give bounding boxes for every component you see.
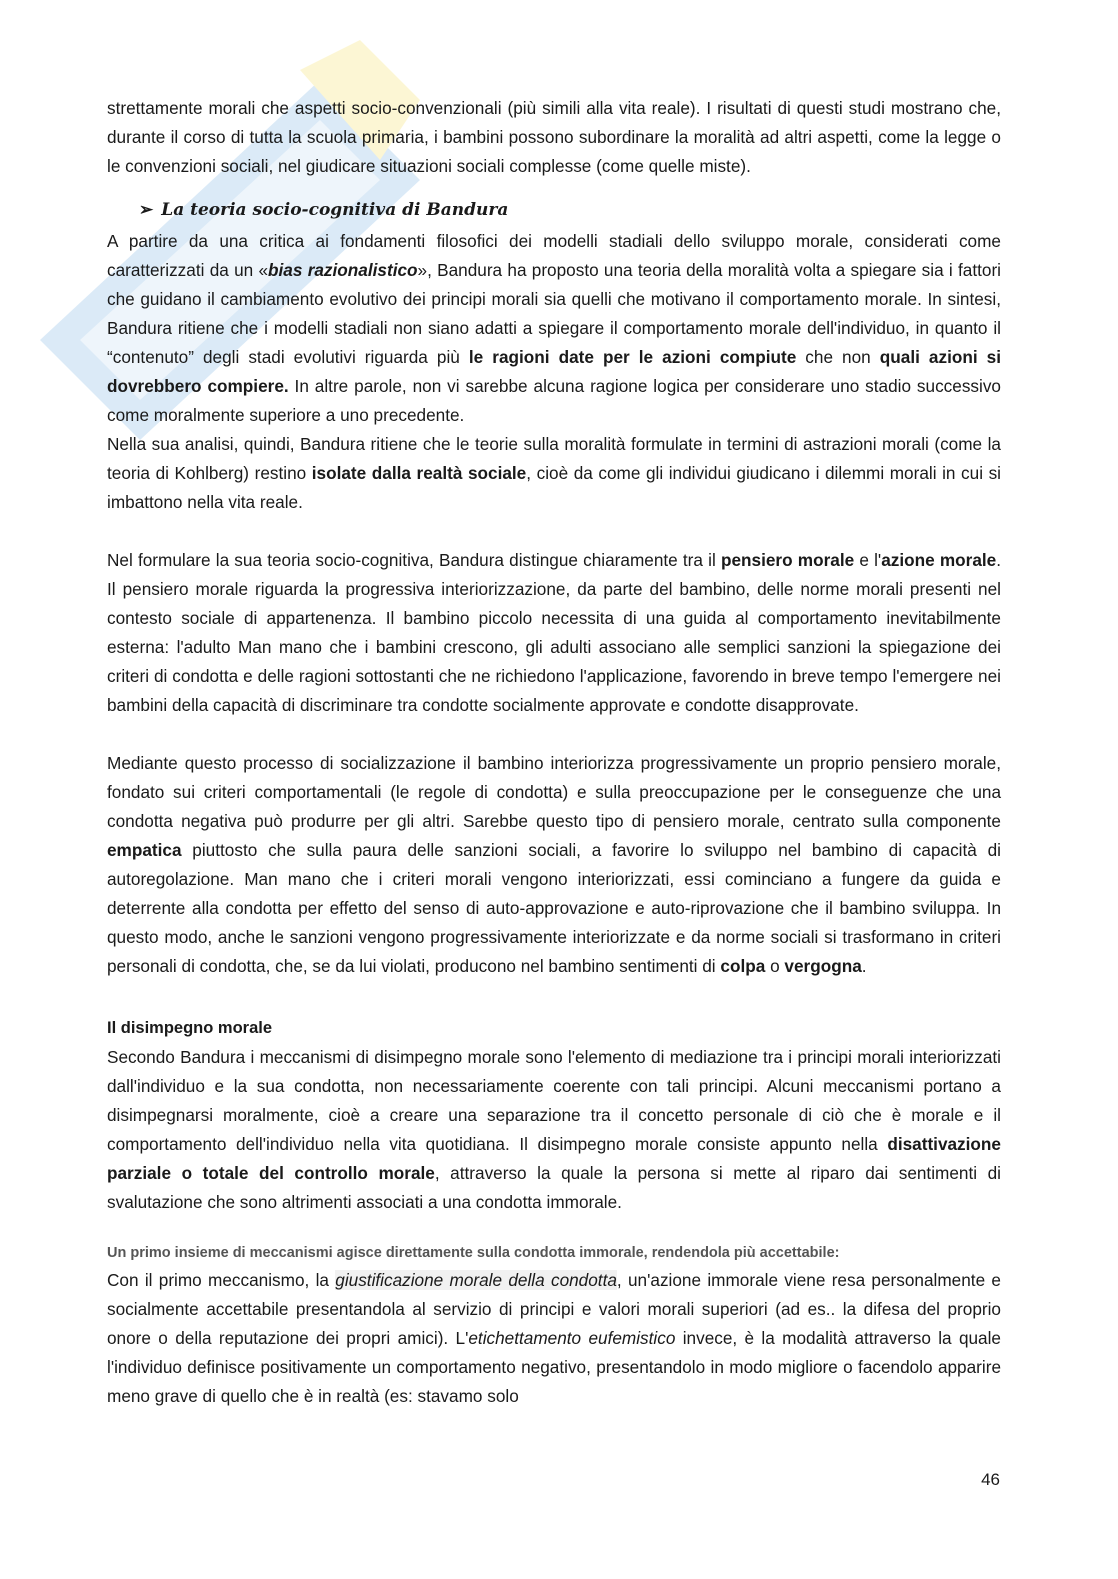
page-number: 46 <box>981 1470 1000 1489</box>
paragraph-1: strettamente morali che aspetti socio-convenzionali (più simili alla vita reale). I risultati di questi studi mostrano che, durante il corso di tutta la scuola primaria, i bambini possono subordinare la moralità ad altri aspetti, come la legge o le convenzioni sociali, nel giudicare situazioni sociali complesse (come quelle miste). <box>107 98 1001 176</box>
paragraph-2: A partire da una critica ai fondamenti filosofici dei modelli stadiali dello sviluppo morale, considerati come caratterizzati da un «bias razionalistico», Bandura ha proposto una teoria della moralità volta a spiegare sia i fattori che guidano il cambiamento evolutivo dei principi morali sia quelli che motivano il comportamento morale. In sintesi, Bandura ritiene che i modelli stadiali non siano adatti a spiegare il comportamento morale dell'individuo, in quanto il “contenuto” degli stadi evolutivi riguarda più le ragioni date per le azioni compiute che non quali azioni si dovrebbero compiere. In altre parole, non vi sarebbe alcuna ragione logica per considerare uno stadio successivo come moralmente superiore a uno precedente. <box>107 231 1001 425</box>
paragraph-3: Nella sua analisi, quindi, Bandura ritiene che le teorie sulla moralità formulate in termini di astrazioni morali (come la teoria di Kohlberg) restino isolate dalla realtà sociale, cioè da come gli individui giudicano i dilemmi morali in cui si imbattono nella vita reale. <box>107 434 1001 512</box>
paragraph-7: Con il primo meccanismo, la giustificazione morale della condotta, un'azione immorale viene resa personalmente e socialmente accettabile presentandola al servizio di principi e valori morali superiori (ad es.. la difesa del proprio onore o della reputazione dei propri amici). L'etichettamento eufemistico invece, è la modalità attraverso la quale l'individuo definisce positivamente un comportamento negativo, presentandolo in modo migliore o facendolo apparire meno grave di quello che è in realtà (es: stavamo solo <box>107 1270 1001 1406</box>
document-page <box>107 94 1001 1411</box>
arrow-bullet-icon: ➢ <box>139 200 154 220</box>
minor-heading: Un primo insieme di meccanismi agisce direttamente sulla condotta immorale, rendendola più accettabile: <box>107 1245 840 1261</box>
paragraph-5: Mediante questo processo di socializzazione il bambino interiorizza progressivamente un proprio pensiero morale, fondato sui criteri comportamentali (le regole di condotta) e sulla preoccupazione per le conseguenze che una condotta negativa può produrre per gli altri. Sarebbe questo tipo di pensiero morale, centrato sulla componente empatica piuttosto che sulla paura delle sanzioni sociali, a favorire lo sviluppo nel bambino di capacità di autoregolazione. Man mano che i criteri morali vengono interiorizzati, essi cominciano a fungere da guida e deterrente alla condotta per effetto del senso di auto-approvazione e auto-riprovazione che il bambino sviluppa. In questo modo, anche le sanzioni vengono progressivamente interiorizzate e da norme sociali si trasformano in criteri personali di condotta, che, se da lui violati, producono nel bambino sentimenti di colpa o vergogna. <box>107 753 1001 976</box>
subheading-disimpegno: Il disimpegno morale <box>107 1019 273 1037</box>
section-title: ➢ La teoria socio-cognitiva di Bandura <box>139 200 509 220</box>
paragraph-4: Nel formulare la sua teoria socio-cognitiva, Bandura distingue chiaramente tra il pensiero morale e l'azione morale. Il pensiero morale riguarda la progressiva interiorizzazione, da parte del bambino, delle norme morali presenti nel contesto sociale di appartenenza. Il bambino piccolo necessita di una guida al comportamento inevitabilmente esterna: l'adulto Man mano che i bambini crescono, gli adulti associano alle semplici sanzioni la spiegazione dei criteri di condotta e delle ragioni sottostanti che ne richiedono l'applicazione, favorendo in breve tempo l'emergere nei bambini della capacità di discriminare tra condotte socialmente approvate e condotte disapprovate. <box>107 550 1001 715</box>
paragraph-6: Secondo Bandura i meccanismi di disimpegno morale sono l'elemento di mediazione tra i principi morali interiorizzati dall'individuo e la sua condotta, non necessariamente coerente con tali principi. Alcuni meccanismi portano a disimpegnarsi moralmente, cioè a creare una separazione tra il concetto personale di ciò che è morale e il comportamento dell'individuo nella vita quotidiana. Il disimpegno morale consiste appunto nella disattivazione parziale o totale del controllo morale, attraverso la quale la persona si mette al riparo dai sentimenti di svalutazione che sono altrimenti associati a una condotta immorale. <box>107 1047 1001 1212</box>
